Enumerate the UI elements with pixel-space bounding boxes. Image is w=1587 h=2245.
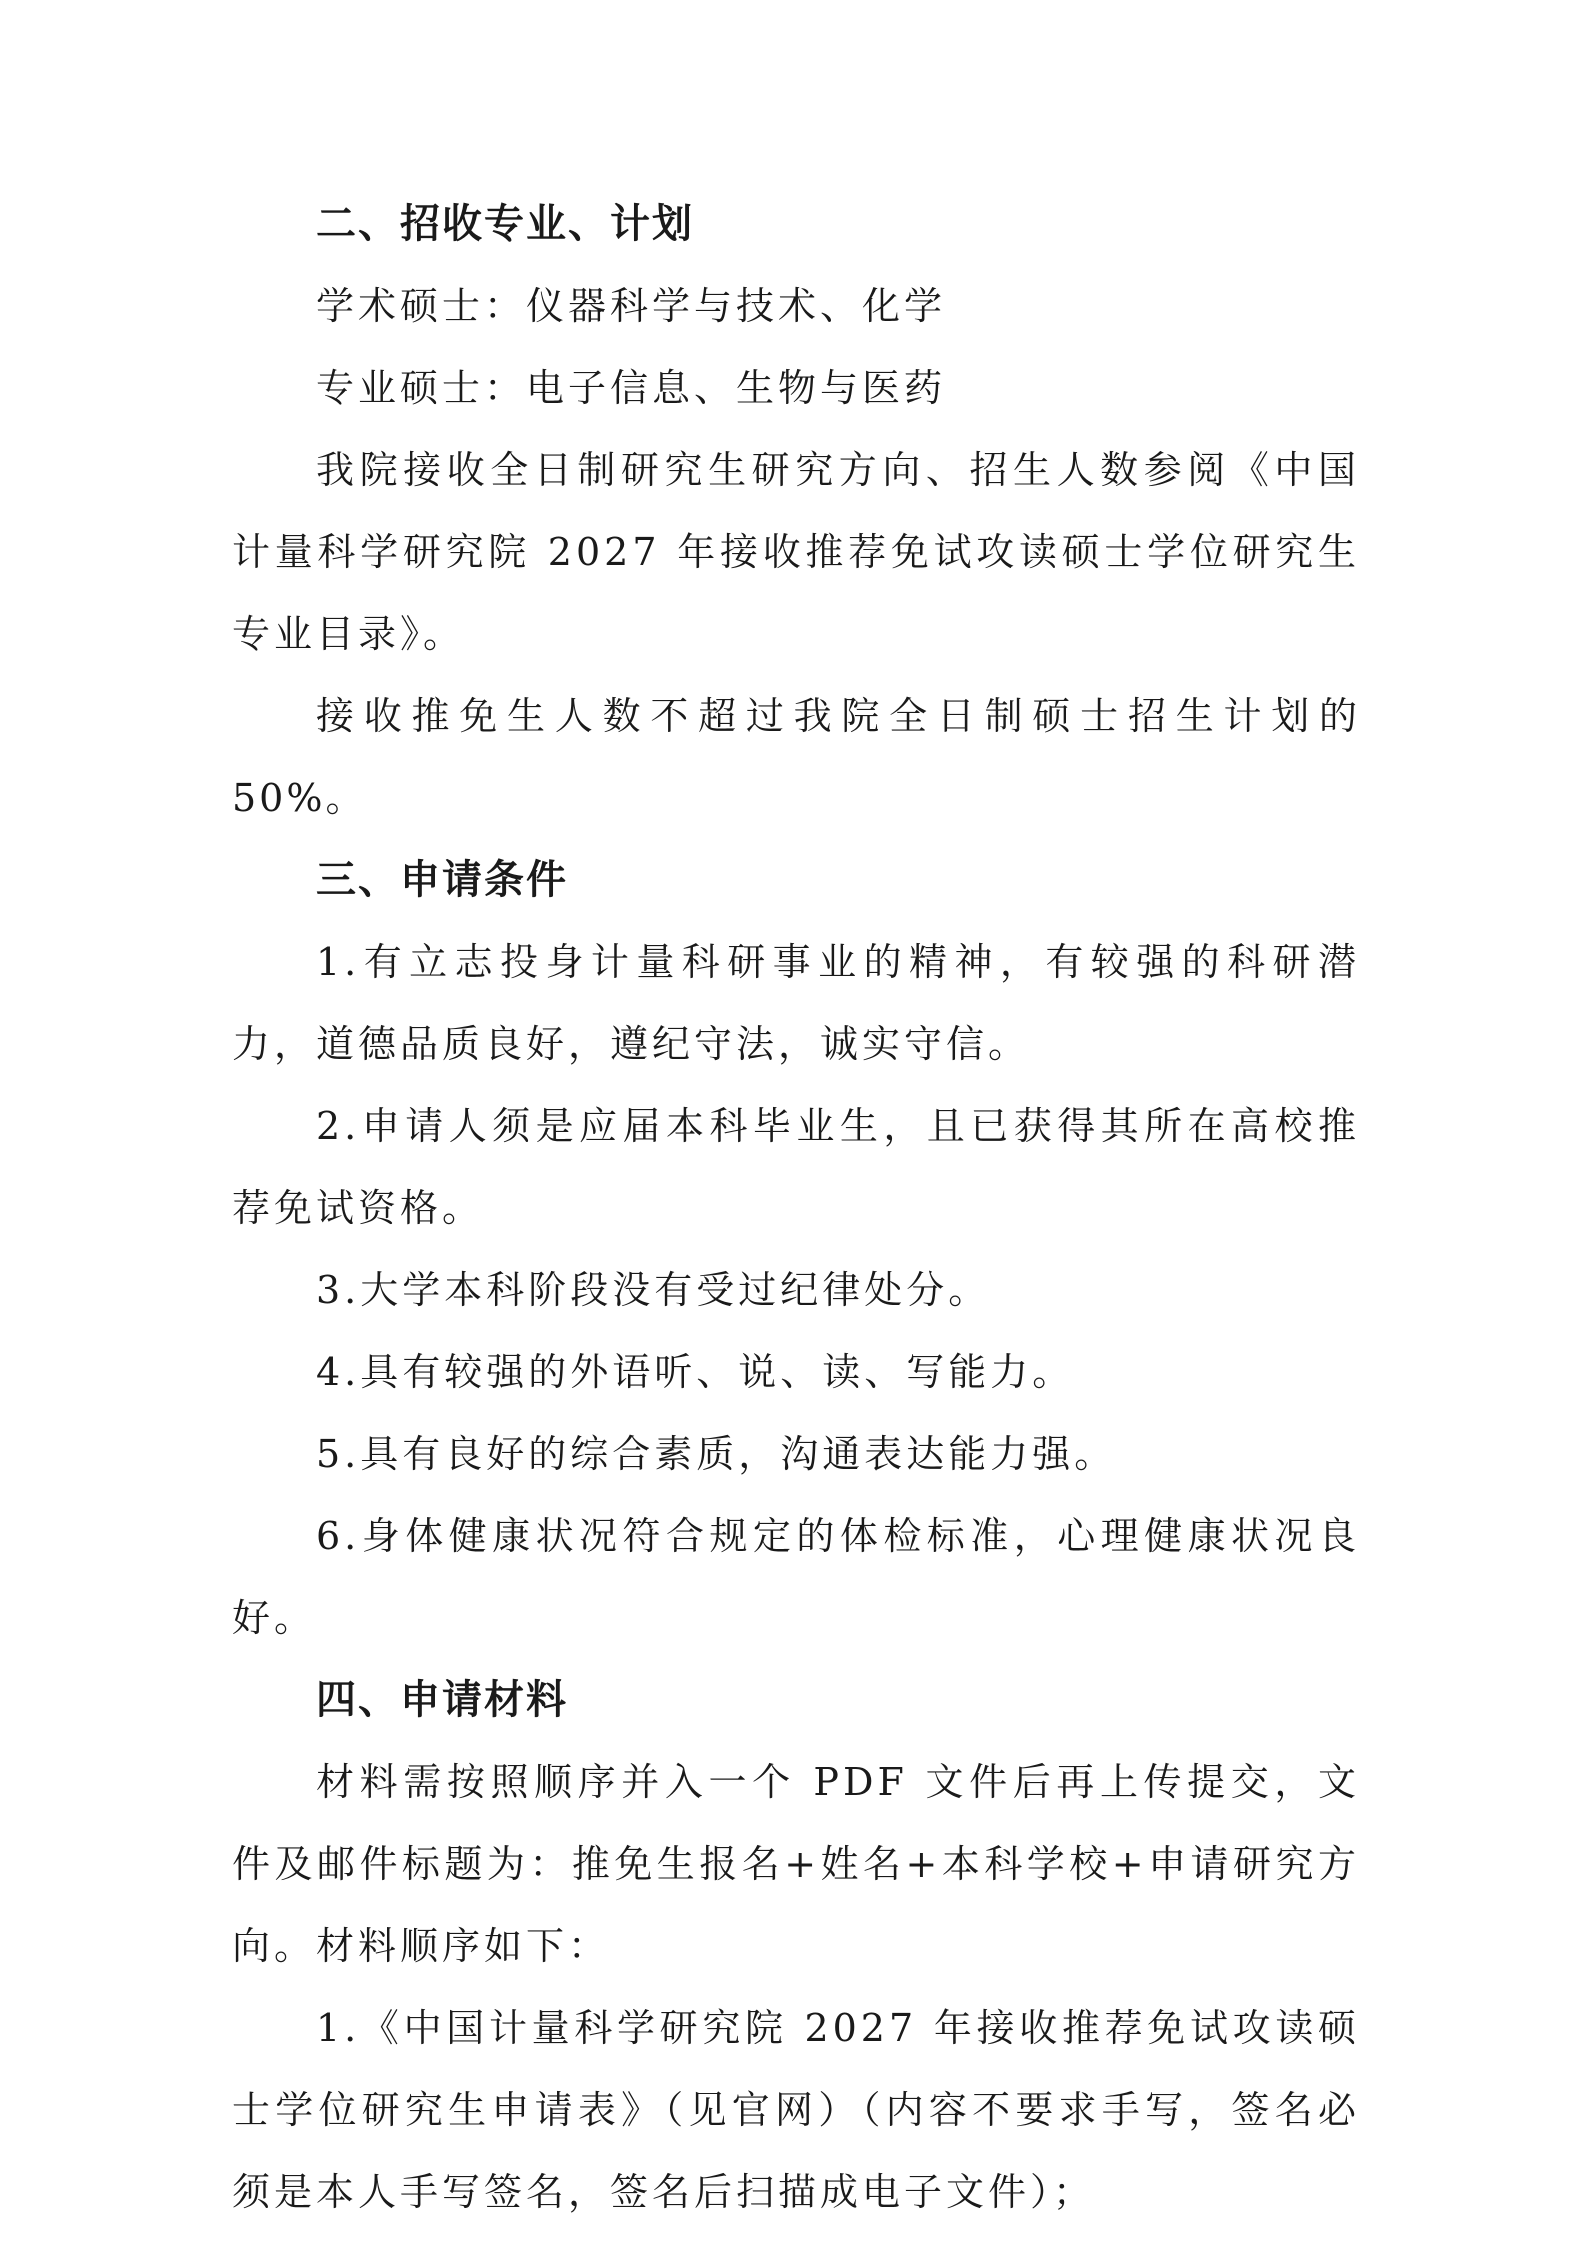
paragraph-quota: 接收推免生人数不超过我院全日制硕士招生计划的 50%。: [232, 694, 1360, 820]
document-page: [232, 183, 1360, 2233]
requirement-item: 4.具有较强的外语听、说、读、写能力。: [316, 1350, 1075, 1394]
requirement-item: 6.身体健康状况符合规定的体检标准，心理健康状况良好。: [232, 1514, 1360, 1640]
section-heading: 四、申请材料: [316, 1677, 568, 1723]
section-majors-plan: [232, 183, 1360, 839]
materials-item: 1.《中国计量科学研究院 2027 年接收推荐免试攻读硕士学位研究生申请表》（见官网）（内容不要求手写，签名必须是本人手写签名，签名后扫描成电子文件）；: [232, 2006, 1360, 2214]
requirement-item: 2.申请人须是应届本科毕业生，且已获得其所在高校推荐免试资格。: [232, 1104, 1360, 1230]
section-heading: 三、申请条件: [316, 857, 568, 903]
section-heading: 二、招收专业、计划: [316, 201, 694, 247]
requirement-item: 5.具有良好的综合素质，沟通表达能力强。: [316, 1432, 1117, 1476]
paragraph-materials-intro: 材料需按照顺序并入一个 PDF 文件后再上传提交，文件及邮件标题为：推免生报名+姓名+本科学校+申请研究方向。材料顺序如下：: [232, 1760, 1360, 1968]
paragraph-professional-master: 专业硕士：电子信息、生物与医药: [316, 366, 947, 410]
requirement-item: 3.大学本科阶段没有受过纪律处分。: [316, 1268, 991, 1312]
paragraph-catalog-reference: 我院接收全日制研究生研究方向、招生人数参阅《中国计量科学研究院 2027 年接收推荐免试攻读硕士学位研究生专业目录》。: [232, 448, 1360, 656]
section-requirements: [232, 839, 1360, 1659]
requirement-item: 1.有立志投身计量科研事业的精神，有较强的科研潜力，道德品质良好，遵纪守法，诚实守信。: [232, 940, 1360, 1066]
paragraph-academic-master: 学术硕士：仪器科学与技术、化学: [316, 284, 947, 328]
section-materials: [232, 1659, 1360, 2233]
